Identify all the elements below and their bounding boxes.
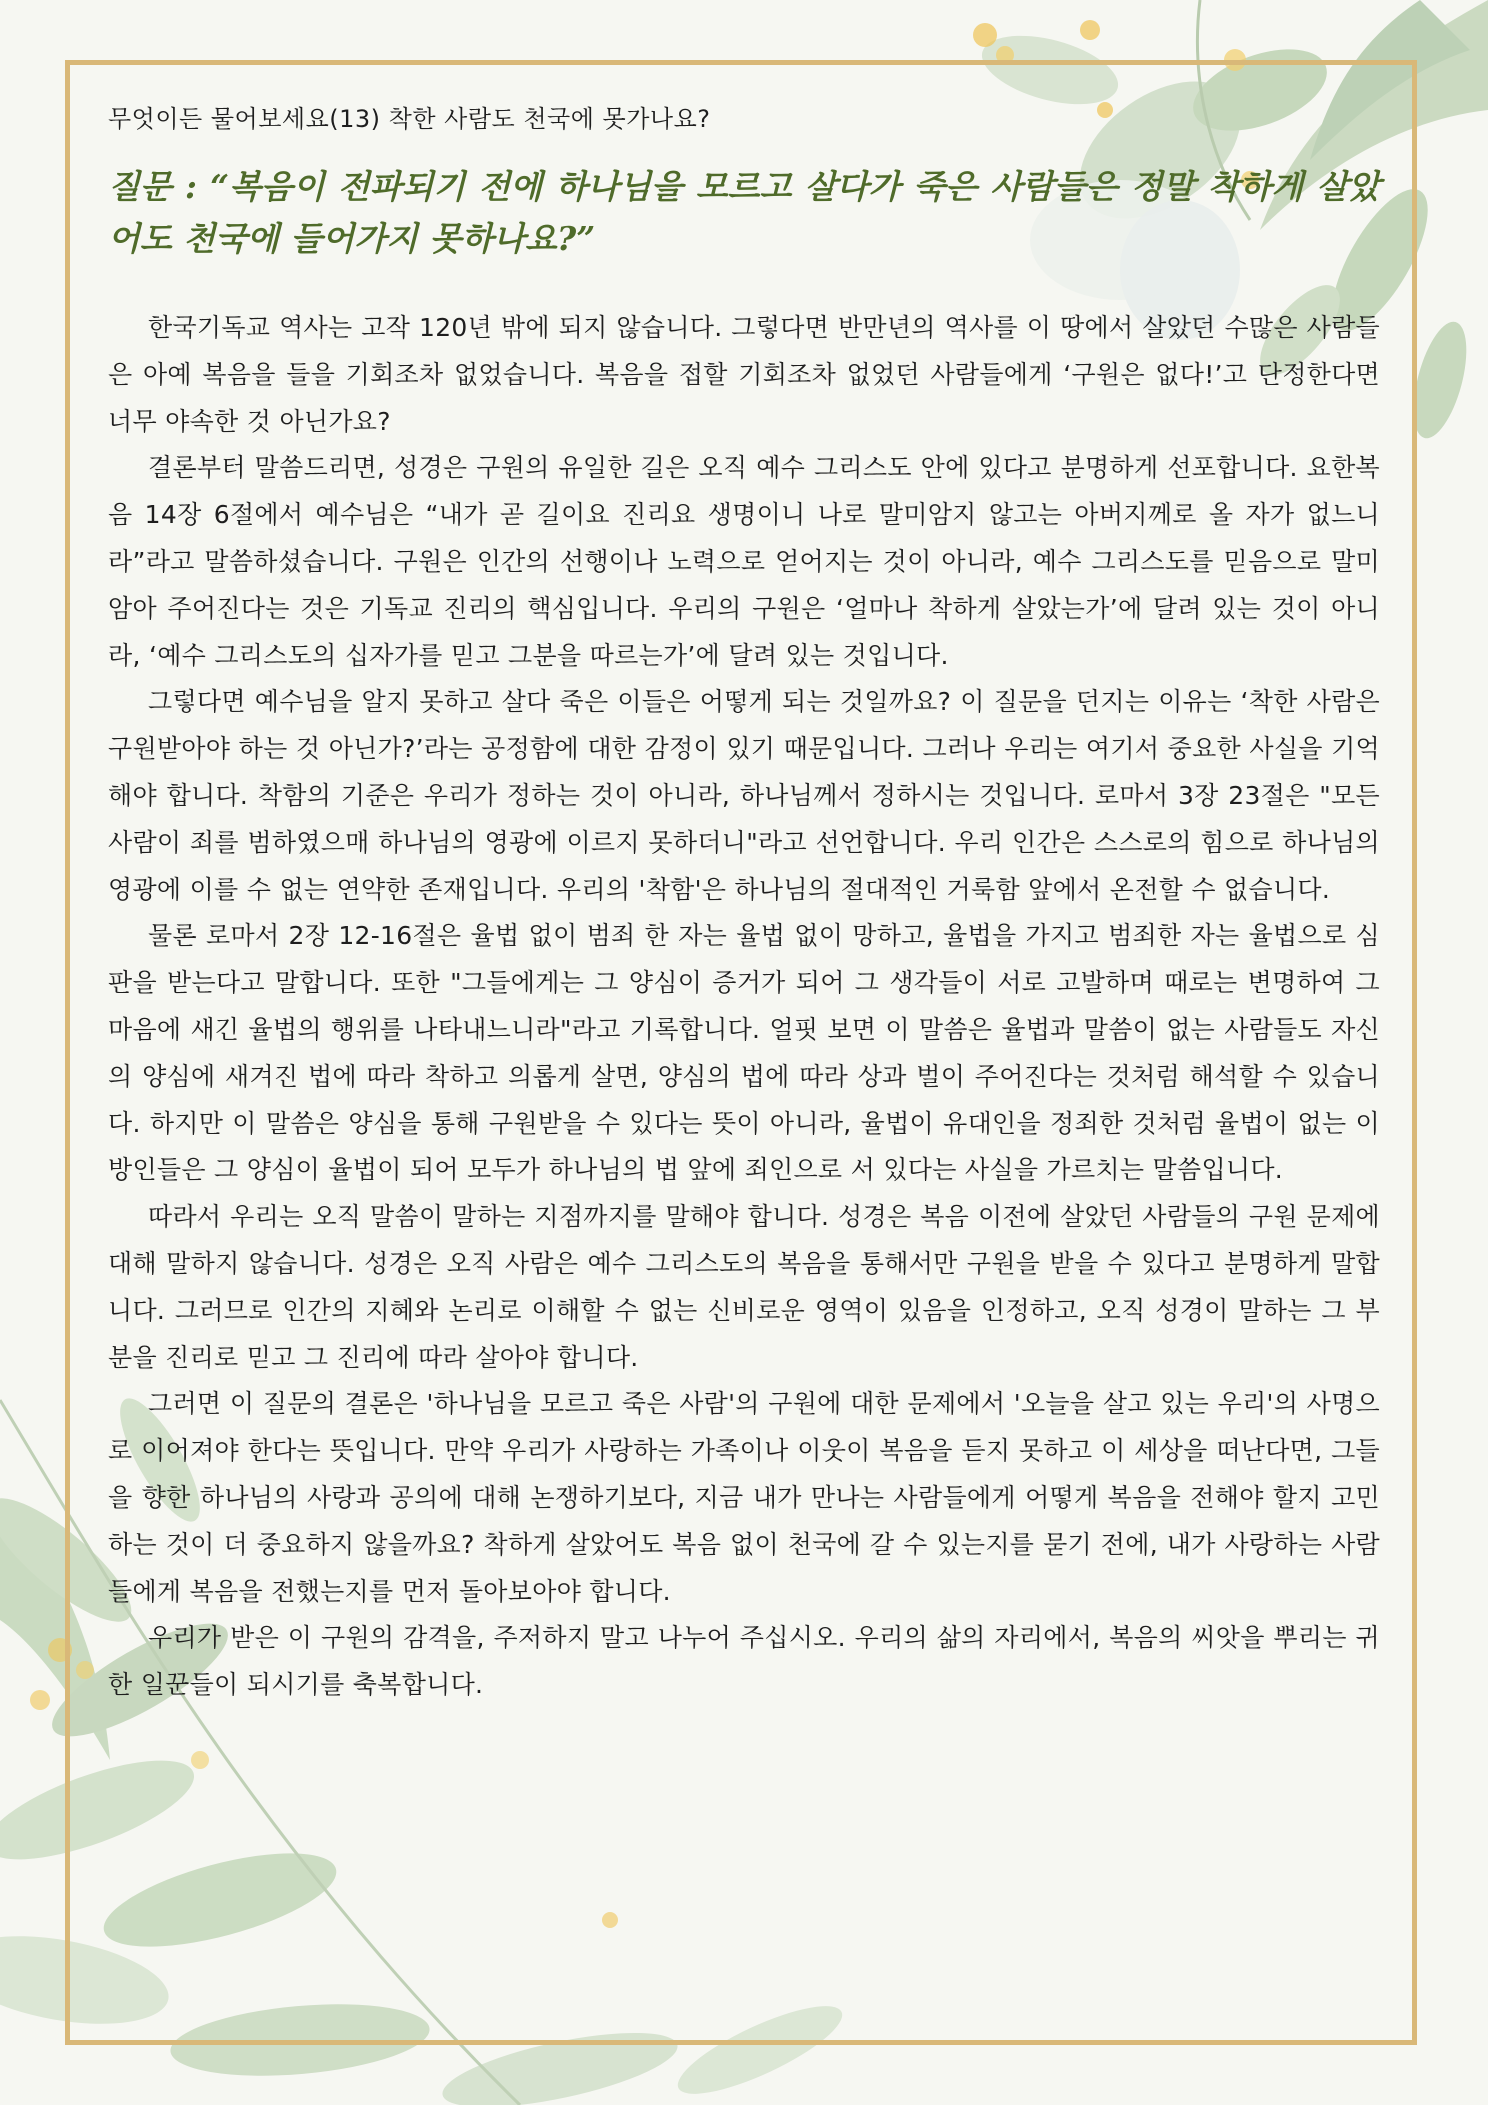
paragraph: 결론부터 말씀드리면, 성경은 구원의 유일한 길은 오직 예수 그리스도 안에 있다고 분명하게 선포합니다. 요한복음 14장 6절에서 예수님은 “내가 곧 길이요 진리요 생명이니 나로 말미암지 않고는 아버지께로 올 자가 없느니라”라고 말씀하셨습니다. 구원은 인간의 선행이나 노력으로 얻어지는 것이 아니라, 예수 그리스도를 믿음으로 말미암아 주어진다는 것은 기독교 진리의 핵심입니다. 우리의 구원은 ‘얼마나 착하게 살았는가’에 달려 있는 것이 아니라, ‘예수 그리스도의 십자가를 믿고 그분을 따르는가’에 달려 있는 것입니다. (108, 453, 1380, 670)
paragraph: 우리가 받은 이 구원의 감격을, 주저하지 말고 나누어 주십시오. 우리의 삶의 자리에서, 복음의 씨앗을 뿌리는 귀한 일꾼들이 되시기를 축복합니다. (108, 1623, 1380, 1700)
paragraph: 그렇다면 예수님을 알지 못하고 살다 죽은 이들은 어떻게 되는 것일까요? 이 질문을 던지는 이유는 ‘착한 사람은 구원받아야 하는 것 아닌가?’라는 공정함에 대한 감정이 있기 때문입니다. 그러나 우리는 여기서 중요한 사실을 기억해야 합니다. 착함의 기준은 우리가 정하는 것이 아니라, 하나님께서 정하시는 것입니다. 로마서 3장 23절은 "모든 사람이 죄를 범하였으매 하나님의 영광에 이르지 못하더니"라고 선언합니다. 우리 인간은 스스로의 힘으로 하나님의 영광에 이를 수 없는 연약한 존재입니다. 우리의 '착함'은 하나님의 절대적인 거룩함 앞에서 온전할 수 없습니다. (108, 687, 1380, 904)
paragraph: 한국기독교 역사는 고작 120년 밖에 되지 않습니다. 그렇다면 반만년의 역사를 이 땅에서 살았던 수많은 사람들은 아예 복음을 들을 기회조차 없었습니다. 복음을 접할 기회조차 없었던 사람들에게 ‘구원은 없다!’고 단정한다면 너무 야속한 것 아닌가요? (108, 313, 1380, 436)
paragraph: 그러면 이 질문의 결론은 '하나님을 모르고 죽은 사람'의 구원에 대한 문제에서 '오늘을 살고 있는 우리'의 사명으로 이어져야 한다는 뜻입니다. 만약 우리가 사랑하는 가족이나 이웃이 복음을 듣지 못하고 이 세상을 떠난다면, 그들을 향한 하나님의 사랑과 공의에 대해 논쟁하기보다, 지금 내가 만나는 사람들에게 어떻게 복음을 전해야 할지 고민하는 것이 더 중요하지 않을까요? 착하게 살았어도 복음 없이 천국에 갈 수 있는지를 묻기 전에, 내가 사랑하는 사람들에게 복음을 전했는지를 먼저 돌아보아야 합니다. (108, 1389, 1380, 1606)
series-title: 무엇이든 물어보세요(13) 착한 사람도 천국에 못가나요? (108, 105, 711, 133)
paragraph: 물론 로마서 2장 12-16절은 율법 없이 범죄 한 자는 율법 없이 망하고, 율법을 가지고 범죄한 자는 율법으로 심판을 받는다고 말합니다. 또한 "그들에게는 그 양심이 증거가 되어 그 생각들이 서로 고발하며 때로는 변명하여 그 마음에 새긴 율법의 행위를 나타내느니라"라고 기록합니다. 얼핏 보면 이 말씀은 율법과 말씀이 없는 사람들도 자신의 양심에 새겨진 법에 따라 착하고 의롭게 살면, 양심의 법에 따라 상과 벌이 주어진다는 것처럼 해석할 수 있습니다. 하지만 이 말씀은 양심을 통해 구원받을 수 있다는 뜻이 아니라, 율법이 유대인을 정죄한 것처럼 율법이 없는 이방인들은 그 양심이 율법이 되어 모두가 하나님의 법 앞에 죄인으로 서 있다는 사실을 가르치는 말씀입니다. (108, 921, 1380, 1185)
article-body (108, 305, 1380, 1709)
article (108, 95, 1380, 1709)
question-heading: 질문 : “복음이 전파되기 전에 하나님을 모르고 살다가 죽은 사람들은 정말 착하게 살았어도 천국에 들어가지 못하나요?” (108, 167, 1380, 258)
paragraph: 따라서 우리는 오직 말씀이 말하는 지점까지를 말해야 합니다. 성경은 복음 이전에 살았던 사람들의 구원 문제에 대해 말하지 않습니다. 성경은 오직 사람은 예수 그리스도의 복음을 통해서만 구원을 받을 수 있다고 분명하게 말합니다. 그러므로 인간의 지혜와 논리로 이해할 수 없는 신비로운 영역이 있음을 인정하고, 오직 성경이 말하는 그 부분을 진리로 믿고 그 진리에 따라 살아야 합니다. (108, 1202, 1380, 1372)
